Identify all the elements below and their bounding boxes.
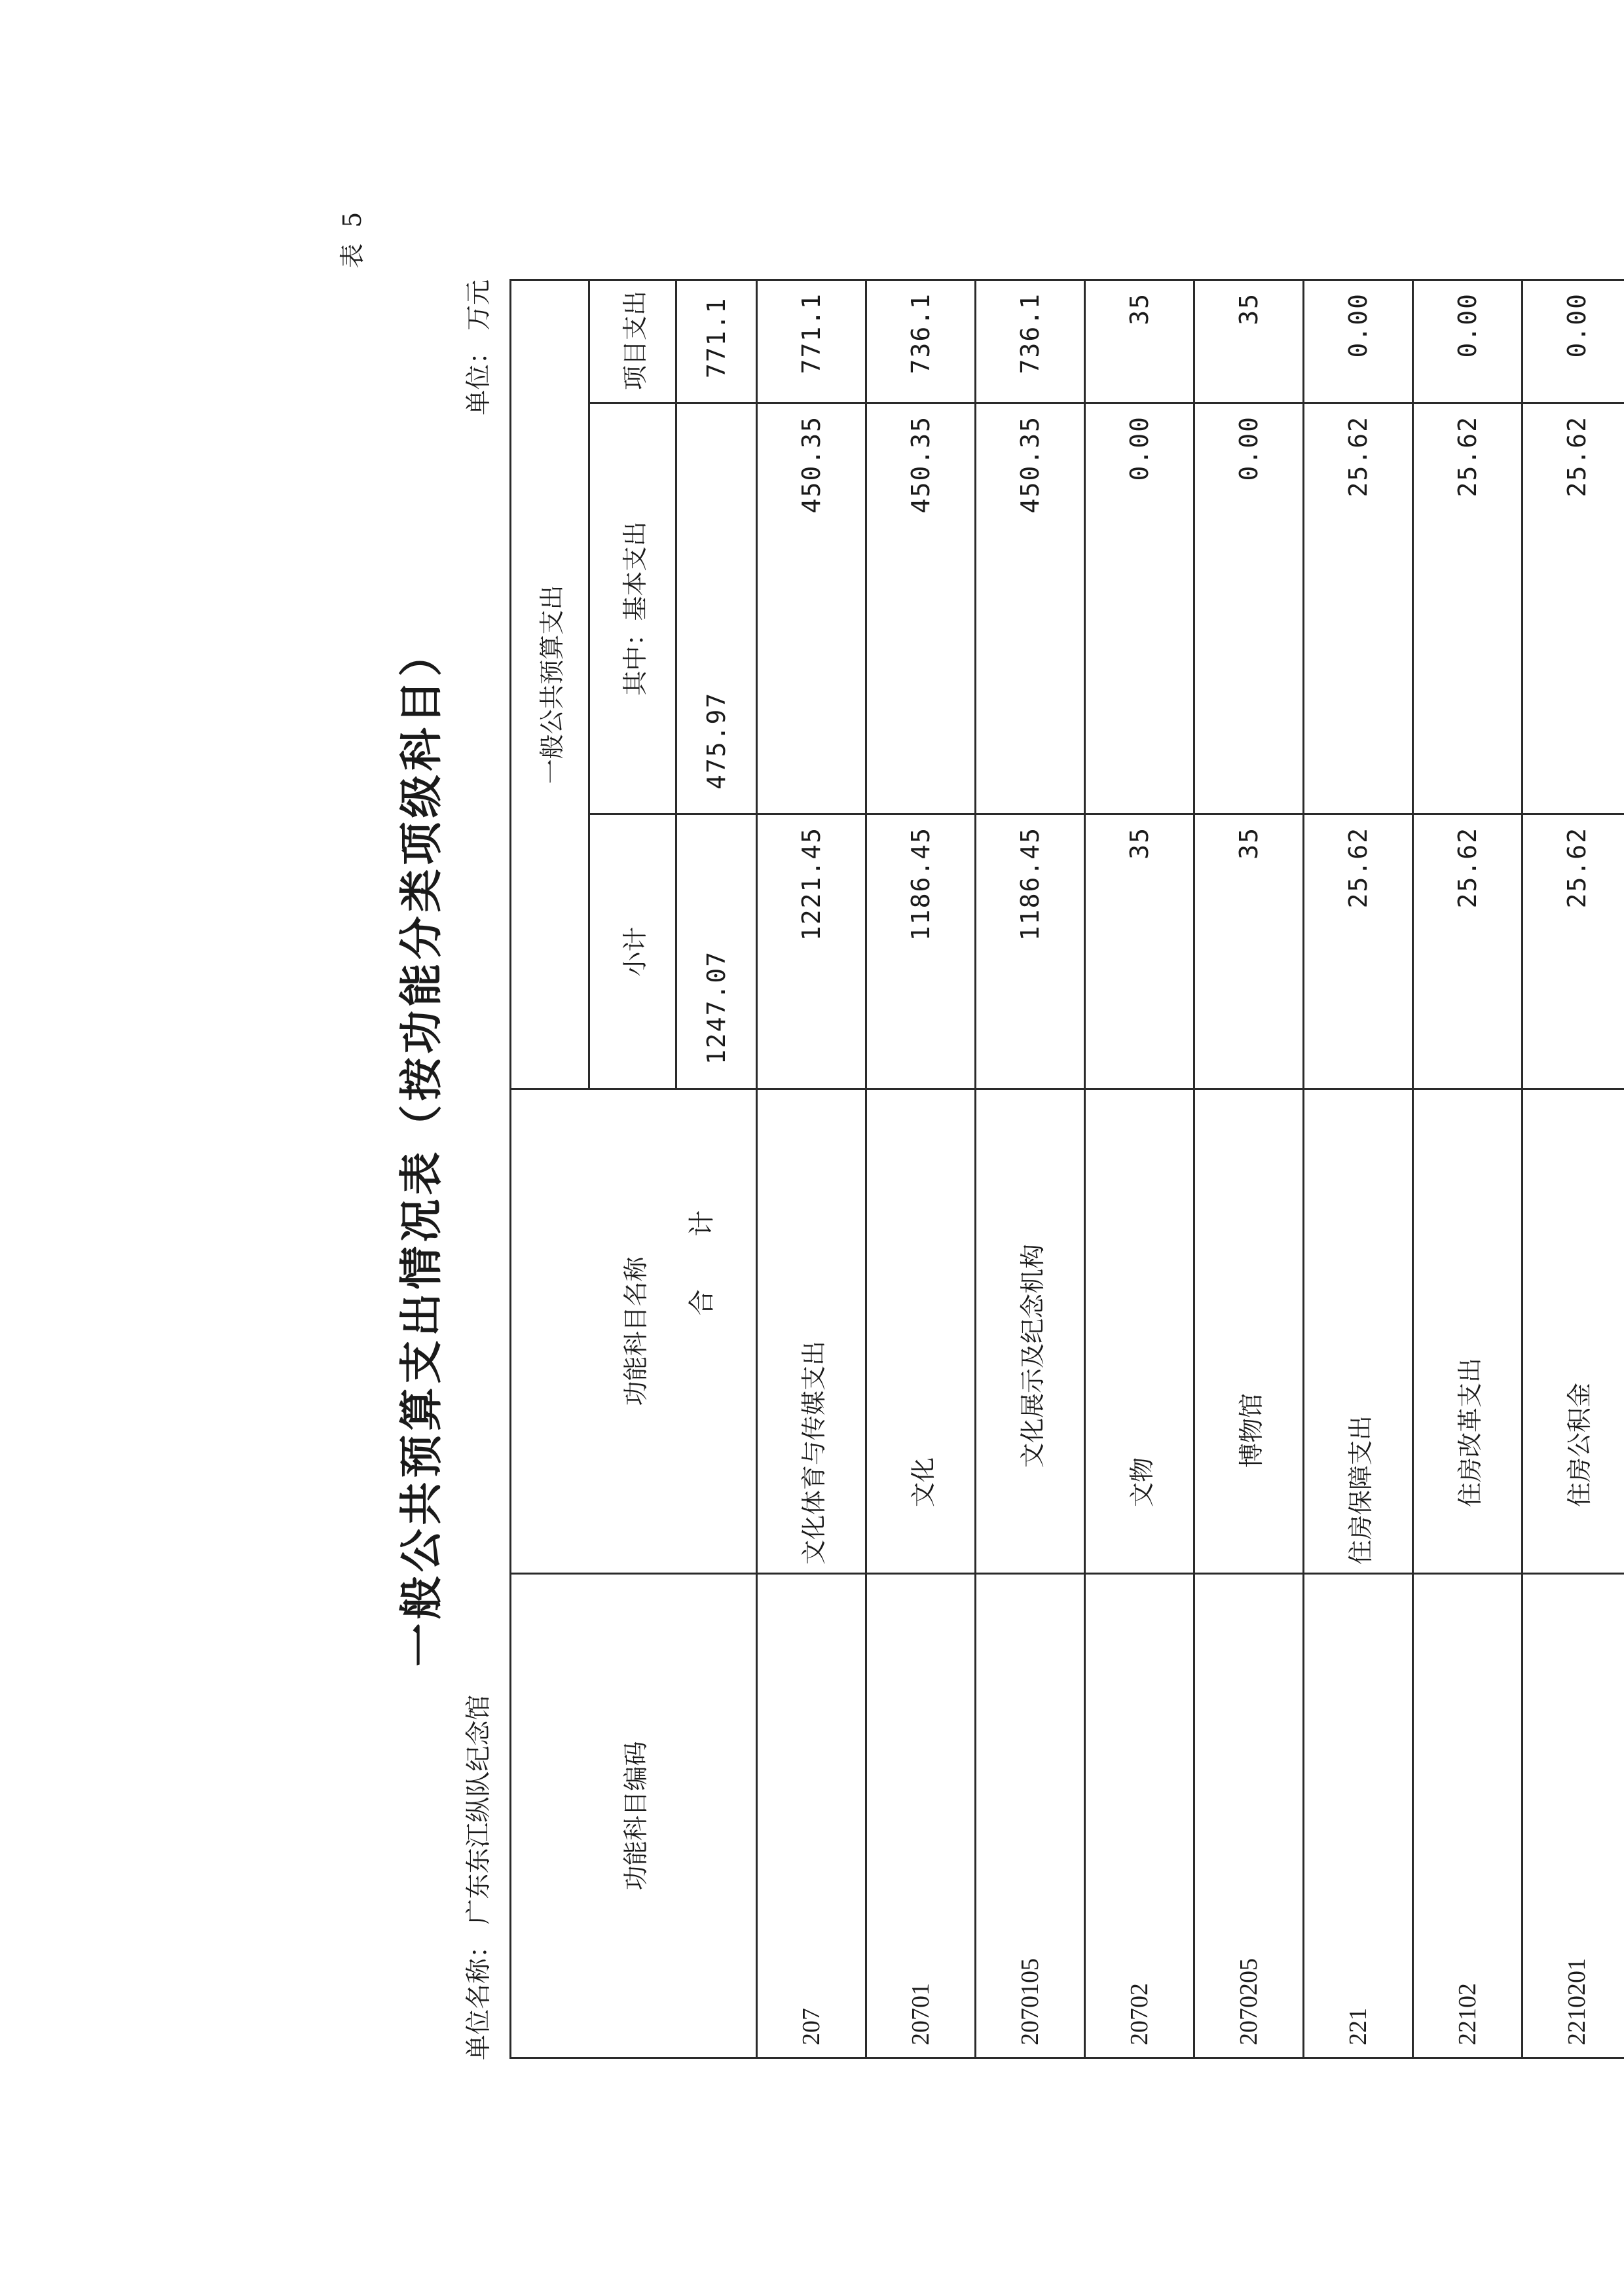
row-basic: 450.35 — [866, 403, 976, 814]
row-name: 住房公积金 — [1522, 1089, 1624, 1574]
table-row — [976, 280, 1085, 2058]
header-basic: 其中：基本支出 — [589, 403, 676, 814]
table-row — [1413, 280, 1522, 2058]
row-name: 博物馆 — [1194, 1089, 1304, 1574]
row-code: 221 — [1304, 1574, 1413, 2058]
table-row — [866, 280, 976, 2058]
row-name: 住房保障支出 — [1304, 1089, 1413, 1574]
row-basic: 25.62 — [1522, 403, 1624, 814]
row-basic: 25.62 — [1413, 403, 1522, 814]
row-name: 住房改革支出 — [1413, 1089, 1522, 1574]
row-project: 35 — [1085, 280, 1194, 403]
row-basic: 450.35 — [976, 403, 1085, 814]
row-project: 0.00 — [1522, 280, 1624, 403]
row-basic: 0.00 — [1085, 403, 1194, 814]
unit-currency: 单位： 万元 — [464, 280, 494, 416]
row-name: 文化展示及纪念机构 — [976, 1089, 1085, 1574]
row-subtotal: 1186.45 — [976, 814, 1085, 1089]
row-project: 0.00 — [1304, 280, 1413, 403]
row-subtotal: 25.62 — [1413, 814, 1522, 1089]
row-subtotal: 25.62 — [1304, 814, 1413, 1089]
row-subtotal: 35 — [1085, 814, 1194, 1089]
row-code: 20702 — [1085, 1574, 1194, 2058]
table-row — [1304, 280, 1413, 2058]
budget-table — [509, 279, 1624, 2059]
header-group: 一般公共预算支出 — [511, 280, 589, 1089]
row-name: 文化 — [866, 1089, 976, 1574]
row-code: 22102 — [1413, 1574, 1522, 2058]
page-title: 一般公共预算支出情况表（按功能分类项级科目） — [396, 629, 447, 1667]
row-name: 文物 — [1085, 1089, 1194, 1574]
row-code: 2070105 — [976, 1574, 1085, 2058]
total-project: 771.1 — [676, 280, 757, 403]
row-project: 736.1 — [866, 280, 976, 403]
total-subtotal: 1247.07 — [676, 814, 757, 1089]
total-basic: 475.97 — [676, 403, 757, 814]
row-basic: 0.00 — [1194, 403, 1304, 814]
row-subtotal: 25.62 — [1522, 814, 1624, 1089]
row-code: 2070205 — [1194, 1574, 1304, 2058]
row-project: 35 — [1194, 280, 1304, 403]
row-code: 207 — [757, 1574, 866, 2058]
table-row — [1085, 280, 1194, 2058]
row-name: 文化体育与传媒支出 — [757, 1089, 866, 1574]
row-subtotal: 1186.45 — [866, 814, 976, 1089]
header-subtotal: 小计 — [589, 814, 676, 1089]
row-project: 736.1 — [976, 280, 1085, 403]
table-number: 表 5 — [338, 208, 367, 268]
unit-name: 单位名称： 广东东江纵队纪念馆 — [464, 1694, 494, 2060]
table-row — [757, 280, 866, 2058]
header-code: 功能科目编码 — [511, 1574, 757, 2058]
row-basic: 450.35 — [757, 403, 866, 814]
header-name: 功能科目名称 — [511, 1089, 757, 1574]
row-project: 771.1 — [757, 280, 866, 403]
table-row — [1522, 280, 1624, 2058]
total-label: 合 计 — [687, 1188, 717, 1316]
row-code: 20701 — [866, 1574, 976, 2058]
row-basic: 25.62 — [1304, 403, 1413, 814]
row-code: 2210201 — [1522, 1574, 1624, 2058]
row-subtotal: 1221.45 — [757, 814, 866, 1089]
unit-info-row — [458, 280, 498, 2060]
row-subtotal: 35 — [1194, 814, 1304, 1089]
row-project: 0.00 — [1413, 280, 1522, 403]
table-row — [1194, 280, 1304, 2058]
header-project: 项目支出 — [589, 280, 676, 403]
